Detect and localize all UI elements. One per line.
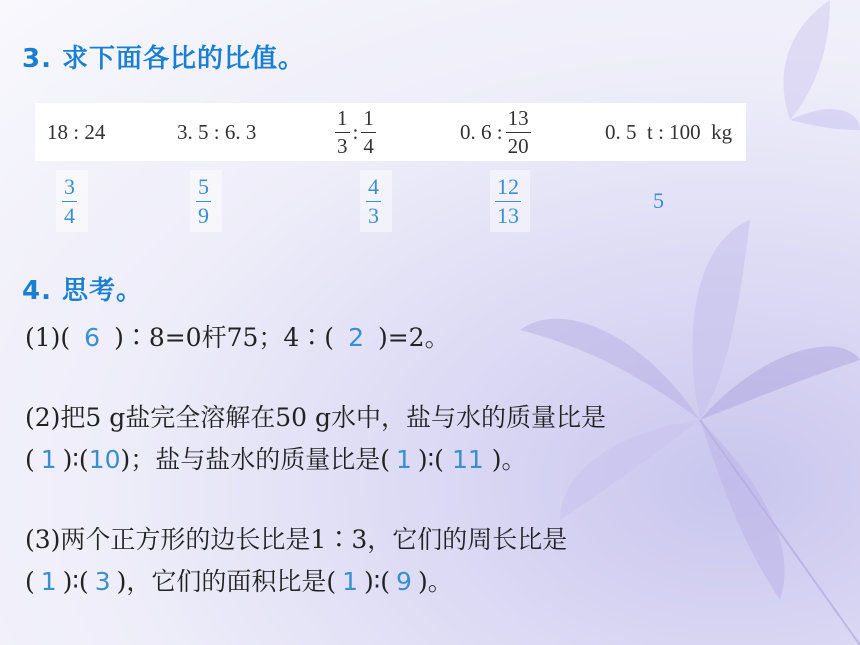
ratio-problem-2	[177, 103, 256, 161]
section-3-heading: 3. 求下面各比的比值。	[22, 44, 306, 74]
answer-blank: 6	[84, 323, 101, 352]
question-2-line-2: ( 1 )∶(10)；盐与盐水的质量比是( 1 )∶( 11 )。	[25, 445, 527, 474]
ratio-problems-box	[35, 103, 746, 161]
answer-blank: 2	[348, 323, 364, 352]
ratio-problem-text: 0. 6 :	[460, 119, 503, 144]
answer-fraction-1: $\frac{3}{4}$	[64, 174, 75, 228]
ratio-problem-text: 0. 5 t : 100 kg	[605, 119, 733, 144]
answer-blank: 11	[451, 445, 484, 474]
ratio-problem-text: 18 : 24	[47, 119, 106, 144]
ratio-problem-3	[335, 103, 376, 161]
answer-value-5: 5	[653, 188, 664, 213]
ratio-problem-5	[605, 103, 732, 161]
ratio-problem-1	[47, 103, 105, 161]
answer-blank: 3	[94, 567, 111, 596]
answer-blank: 1	[40, 567, 57, 596]
answer-fraction-4: $\frac{12}{13}$	[497, 174, 519, 228]
answer-fraction-3: $\frac{4}{3}$	[368, 174, 379, 228]
answer-blank: 10	[88, 445, 121, 474]
answer-blank: 1	[40, 445, 57, 474]
ratio-problem-4	[460, 103, 531, 161]
colon: :	[352, 119, 359, 144]
answer-fraction-2: $\frac{5}{9}$	[198, 174, 209, 228]
answer-blank: 9	[396, 567, 412, 596]
question-3-line-2: ( 1 )∶( 3 )，它们的面积比是( 1 )∶( 9 )。	[25, 567, 453, 596]
question-1: (1)( 6 )∶8=0杆75；4∶( 2 )=2。	[25, 323, 450, 352]
section-4-heading: 4. 思考。	[22, 276, 144, 306]
answer-blank: 1	[342, 567, 359, 596]
ratio-problem-text: 3. 5 : 6. 3	[177, 119, 257, 144]
question-2-line-1: (2)把5 g盐完全溶解在50 g水中，盐与水的质量比是	[25, 403, 607, 432]
fraction: $\frac{13}{20}$	[507, 105, 529, 158]
answer-blank: 1	[396, 445, 412, 474]
fraction: $\frac{1}{4}$	[363, 105, 374, 158]
question-3-line-1: (3)两个正方形的边长比是1∶3，它们的周长比是	[25, 525, 568, 554]
fraction: $\frac{1}{3}$	[337, 105, 348, 158]
